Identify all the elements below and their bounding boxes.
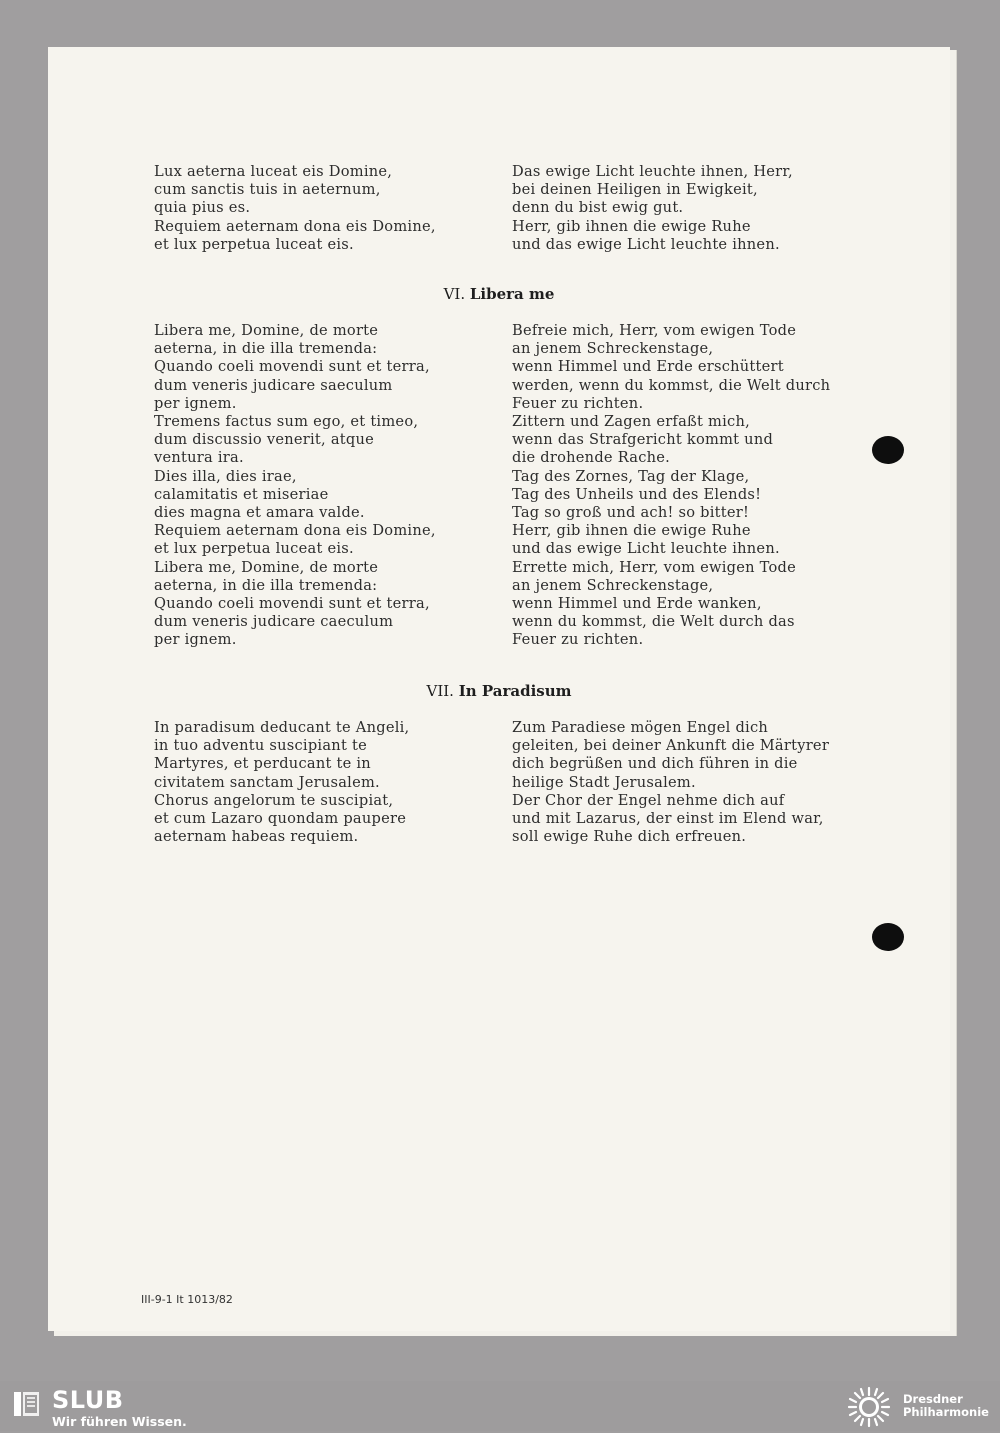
german-line: dich begrüßen und dich führen in die bbox=[512, 755, 798, 773]
german-line: und mit Lazarus, der einst im Elend war, bbox=[512, 810, 824, 828]
latin-line: Martyres, et perducant te in bbox=[154, 755, 371, 773]
latin-column bbox=[154, 322, 504, 650]
latin-line: Lux aeterna luceat eis Domine, bbox=[154, 163, 393, 180]
sunburst-logo-icon[interactable] bbox=[843, 1385, 895, 1433]
german-line: geleiten, bei deiner Ankunft die Märtyrer bbox=[512, 737, 830, 755]
german-line: an jenem Schreckenstage, bbox=[512, 340, 714, 358]
philharmonie-line2: Philharmonie bbox=[903, 1405, 989, 1419]
german-column bbox=[512, 719, 882, 846]
latin-line: ventura ira. bbox=[154, 449, 244, 467]
section-heading-in-paradisum bbox=[48, 682, 950, 700]
german-column bbox=[512, 163, 882, 254]
german-line: Herr, gib ihnen die ewige Ruhe bbox=[512, 522, 751, 540]
latin-line: per ignem. bbox=[154, 394, 237, 412]
latin-line: dum veneris judicare caeculum bbox=[154, 613, 394, 631]
german-line: werden, wenn du kommst, die Welt durch bbox=[512, 376, 831, 394]
german-line: wenn Himmel und Erde wanken, bbox=[512, 595, 762, 613]
german-line: wenn das Strafgericht kommt und bbox=[512, 431, 774, 449]
german-column bbox=[512, 322, 882, 650]
latin-line: dum discussio venerit, atque bbox=[154, 431, 375, 449]
german-line: Tag des Zornes, Tag der Klage, bbox=[512, 467, 750, 485]
german-line: heilige Stadt Jerusalem. bbox=[512, 773, 696, 791]
document-page bbox=[48, 47, 950, 1331]
german-line: und das ewige Licht leuchte ihnen. bbox=[512, 540, 780, 558]
philharmonie-logo-text bbox=[903, 1393, 989, 1419]
section-title: Libera me bbox=[469, 285, 555, 303]
latin-line: Tremens factus sum ego, et timeo, bbox=[154, 413, 419, 431]
latin-line: civitatem sanctam Jerusalem. bbox=[154, 773, 380, 791]
section-number: VI. bbox=[443, 285, 466, 303]
latin-line: aeterna, in die illa tremenda: bbox=[154, 576, 378, 594]
latin-line: et cum Lazaro quondam paupere bbox=[154, 810, 407, 828]
latin-line: Libera me, Domine, de morte bbox=[154, 558, 379, 576]
latin-line: Dies illa, dies irae, bbox=[154, 467, 297, 485]
latin-column bbox=[154, 163, 504, 254]
german-line: Das ewige Licht leuchte ihnen, Herr, bbox=[512, 163, 793, 180]
slub-logo-name[interactable]: SLUB bbox=[52, 1386, 124, 1414]
german-line: Errette mich, Herr, vom ewigen Tode bbox=[512, 558, 797, 576]
german-line: Herr, gib ihnen die ewige Ruhe bbox=[512, 217, 751, 235]
german-line: Befreie mich, Herr, vom ewigen Tode bbox=[512, 322, 797, 339]
latin-line: Requiem aeternam dona eis Domine, bbox=[154, 217, 436, 235]
latin-line: Requiem aeternam dona eis Domine, bbox=[154, 522, 436, 540]
footer-bar bbox=[0, 1381, 1000, 1431]
german-line: Tag des Unheils und des Elends! bbox=[512, 485, 762, 503]
latin-line: Quando coeli movendi sunt et terra, bbox=[154, 595, 430, 613]
latin-line: et lux perpetua luceat eis. bbox=[154, 540, 354, 558]
german-line: wenn du kommst, die Welt durch das bbox=[512, 613, 795, 631]
latin-line: calamitatis et miseriae bbox=[154, 485, 329, 503]
punch-hole bbox=[872, 436, 904, 464]
german-line: denn du bist ewig gut. bbox=[512, 199, 684, 217]
german-line: bei deinen Heiligen in Ewigkeit, bbox=[512, 181, 758, 199]
section-heading-libera-me bbox=[48, 285, 950, 303]
german-line: Feuer zu richten. bbox=[512, 631, 644, 649]
philharmonie-line1: Dresdner bbox=[903, 1392, 963, 1406]
latin-column bbox=[154, 719, 504, 846]
section-title: In Paradisum bbox=[458, 682, 572, 700]
german-line: soll ewige Ruhe dich erfreuen. bbox=[512, 828, 747, 846]
german-line: an jenem Schreckenstage, bbox=[512, 576, 714, 594]
german-line: Zum Paradiese mögen Engel dich bbox=[512, 719, 769, 736]
latin-line: Quando coeli movendi sunt et terra, bbox=[154, 358, 430, 376]
german-line: Zittern und Zagen erfaßt mich, bbox=[512, 413, 751, 431]
punch-hole bbox=[872, 923, 904, 951]
latin-line: In paradisum deducant te Angeli, bbox=[154, 719, 410, 736]
latin-line: Chorus angelorum te suscipiat, bbox=[154, 791, 394, 809]
german-line: die drohende Rache. bbox=[512, 449, 671, 467]
latin-line: aeterna, in die illa tremenda: bbox=[154, 340, 378, 358]
slub-logo-tagline: Wir führen Wissen. bbox=[52, 1414, 187, 1429]
latin-line: quia pius es. bbox=[154, 199, 251, 217]
latin-line: cum sanctis tuis in aeternum, bbox=[154, 181, 381, 199]
german-line: Feuer zu richten. bbox=[512, 394, 644, 412]
german-line: Der Chor der Engel nehme dich auf bbox=[512, 791, 785, 809]
latin-line: et lux perpetua luceat eis. bbox=[154, 235, 354, 253]
german-line: wenn Himmel und Erde erschüttert bbox=[512, 358, 784, 376]
latin-line: aeternam habeas requiem. bbox=[154, 828, 359, 846]
print-code: III-9-1 It 1013/82 bbox=[141, 1293, 233, 1306]
latin-line: per ignem. bbox=[154, 631, 237, 649]
latin-line: dum veneris judicare saeculum bbox=[154, 376, 393, 394]
latin-line: Libera me, Domine, de morte bbox=[154, 322, 379, 339]
book-icon bbox=[12, 1389, 42, 1423]
latin-line: in tuo adventu suscipiant te bbox=[154, 737, 367, 755]
section-number: VII. bbox=[426, 682, 454, 700]
latin-line: dies magna et amara valde. bbox=[154, 504, 365, 522]
german-line: Tag so groß und ach! so bitter! bbox=[512, 504, 750, 522]
german-line: und das ewige Licht leuchte ihnen. bbox=[512, 235, 780, 253]
